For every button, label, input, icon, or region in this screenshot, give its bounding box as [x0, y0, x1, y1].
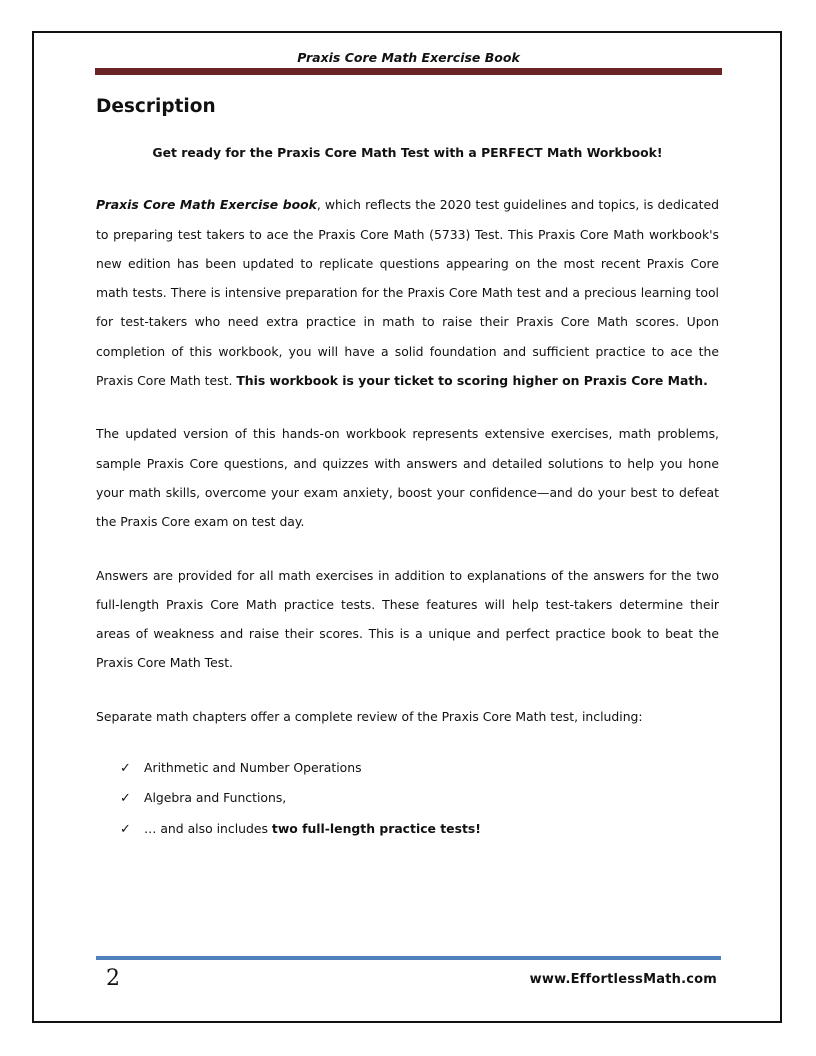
check-icon: ✓ — [120, 761, 131, 777]
book-title-italic: Praxis Core Math Exercise book — [96, 197, 317, 213]
list-item-text: Arithmetic and Number Operations — [144, 760, 362, 776]
description-body — [96, 138, 719, 844]
list-item-text — [144, 814, 481, 843]
list-item-bold: two full-length practice tests! — [271, 820, 481, 836]
paragraph-updated-version: The updated version of this hands-on workbook represents extensive exercises, math problems, sample Praxis Core questions, and quizzes with answers and detailed solutions to help you hone your math skills, overcome your exam anxiety, boost your confidence—and do your best to defeat the Praxis Core exam on test day. — [96, 426, 719, 530]
header-rule — [95, 68, 722, 75]
check-icon: ✓ — [120, 821, 131, 837]
footer-rule — [96, 956, 721, 960]
page-number: 2 — [106, 966, 120, 991]
website-url: www.EffortlessMath.com — [529, 972, 717, 987]
list-item — [120, 783, 719, 813]
running-header-title: Praxis Core Math Exercise Book — [297, 50, 520, 65]
check-icon: ✓ — [120, 791, 131, 807]
list-item-lead: … and also includes — [144, 820, 272, 836]
list-item — [120, 753, 719, 783]
list-item — [120, 814, 719, 844]
paragraph-chapters: Separate math chapters offer a complete review of the Praxis Core Math test, including: — [96, 708, 643, 724]
intro-closing-bold: This workbook is your ticket to scoring higher on Praxis Core Math. — [236, 373, 708, 389]
topic-checklist — [96, 753, 719, 844]
paragraph-answers: Answers are provided for all math exercises in addition to explanations of the answers for the two full-length Praxis Core Math practice tests. These features will help test-takers determine their areas of weakness and raise their scores. This is a unique and perfect practice book to beat the Praxis Core Math Test. — [96, 567, 719, 671]
list-item-text: Algebra and Functions, — [144, 790, 287, 806]
paragraph-intro — [96, 190, 719, 395]
intro-body-text: , which reflects the 2020 test guidelines and topics, is dedicated to preparing test takers to ace the Praxis Core Math (5733) Test. This Praxis Core Math workbook's new edition has been updated to replicate questions appearing on the most recent Praxis Core math tests. There is intensive preparation for the Praxis Core Math test and a precious learning tool for test-takers who need extra practice in math to raise their Praxis Core Math scores. Upon completion of this workbook, you will have a solid foundation and sufficient practice to ace the Praxis Core Math test. — [96, 197, 719, 389]
tagline: Get ready for the Praxis Core Math Test with a PERFECT Math Workbook! — [152, 145, 663, 160]
section-title: Description — [96, 96, 216, 117]
